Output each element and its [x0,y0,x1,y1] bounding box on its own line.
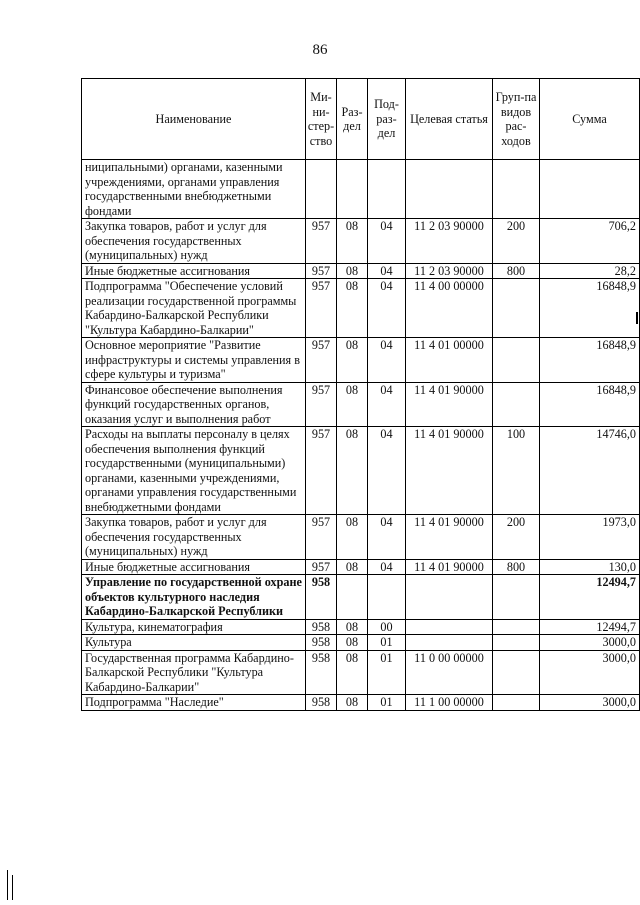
row-section: 08 [337,695,368,711]
header-ministry: Ми-ни-стер-ство [306,79,337,160]
header-name: Наименование [82,79,306,160]
row-group: 200 [493,515,540,560]
budget-table [81,78,640,711]
row-amount: 28,2 [540,263,640,279]
row-target: 11 4 01 90000 [406,382,493,427]
table-row [82,575,640,620]
row-target: 11 2 03 90000 [406,263,493,279]
row-ministry: 958 [306,575,337,620]
row-section: 08 [337,635,368,651]
row-target: 11 2 03 90000 [406,219,493,264]
table-row [82,619,640,635]
row-amount: 12494,7 [540,575,640,620]
row-section: 08 [337,619,368,635]
row-name: Культура, кинематография [82,619,306,635]
row-group [493,695,540,711]
row-ministry: 957 [306,263,337,279]
row-subsection: 01 [368,695,406,711]
row-target: 11 4 01 90000 [406,515,493,560]
table-row [82,382,640,427]
row-amount: 706,2 [540,219,640,264]
row-ministry: 958 [306,635,337,651]
table-row [82,635,640,651]
row-subsection [368,575,406,620]
page-number: 86 [312,42,328,58]
row-group: 800 [493,559,540,575]
row-amount: 3000,0 [540,695,640,711]
left-edge-mark [7,870,8,900]
row-target [406,160,493,219]
row-group [493,575,540,620]
row-target: 11 0 00 00000 [406,650,493,695]
header-amount: Сумма [540,79,640,160]
row-section: 08 [337,219,368,264]
row-ministry: 957 [306,338,337,383]
row-section: 08 [337,559,368,575]
row-amount: 16848,9 [540,382,640,427]
row-amount: 1973,0 [540,515,640,560]
row-section: 08 [337,338,368,383]
row-section [337,160,368,219]
row-section [337,575,368,620]
row-target: 11 4 01 90000 [406,559,493,575]
right-edge-mark [636,312,638,324]
left-edge-mark-2 [12,875,13,900]
row-amount: 12494,7 [540,619,640,635]
row-amount [540,160,640,219]
table-row [82,427,640,515]
row-ministry: 957 [306,427,337,515]
header-target: Целевая статья [406,79,493,160]
row-target: 11 4 01 90000 [406,427,493,515]
table-row [82,515,640,560]
row-name: Подпрограмма "Обеспечение условий реализации государственной программы Кабардино-Балкарской Республики "Культура Кабардино-Балкарии" [82,279,306,338]
row-ministry [306,160,337,219]
row-name: Финансовое обеспечение выполнения функций государственных органов, оказания услуг и выполнения работ [82,382,306,427]
header-subsection: Под-раз-дел [368,79,406,160]
table-row [82,695,640,711]
row-target: 11 4 01 00000 [406,338,493,383]
row-subsection: 04 [368,515,406,560]
row-group [493,619,540,635]
row-amount: 16848,9 [540,279,640,338]
table-row [82,219,640,264]
row-section: 08 [337,515,368,560]
row-subsection: 04 [368,338,406,383]
table-row [82,559,640,575]
row-target [406,619,493,635]
row-group [493,382,540,427]
row-name: Государственная программа Кабардино-Балкарской Республики "Культура Кабардино-Балкарии" [82,650,306,695]
row-ministry: 957 [306,515,337,560]
row-group [493,160,540,219]
row-target [406,575,493,620]
row-subsection: 04 [368,382,406,427]
row-amount: 16848,9 [540,338,640,383]
row-group: 200 [493,219,540,264]
row-amount: 3000,0 [540,635,640,651]
row-name: Иные бюджетные ассигнования [82,559,306,575]
row-name: Основное мероприятие "Развитие инфраструктуры и системы управления в сфере культуры и туризма" [82,338,306,383]
row-subsection: 04 [368,427,406,515]
row-subsection: 04 [368,279,406,338]
row-section: 08 [337,382,368,427]
row-group: 100 [493,427,540,515]
row-target: 11 1 00 00000 [406,695,493,711]
row-subsection: 04 [368,263,406,279]
row-subsection [368,160,406,219]
row-name: Расходы на выплаты персоналу в целях обеспечения выполнения функций государственными (муниципальными) органами, казенными учреждениями, органами управления государственными внебюджетными фондами [82,427,306,515]
row-ministry: 957 [306,219,337,264]
row-subsection: 01 [368,635,406,651]
row-section: 08 [337,650,368,695]
table-row [82,263,640,279]
row-amount: 14746,0 [540,427,640,515]
row-ministry: 957 [306,559,337,575]
row-ministry: 958 [306,695,337,711]
row-name: Иные бюджетные ассигнования [82,263,306,279]
row-ministry: 958 [306,619,337,635]
row-section: 08 [337,427,368,515]
row-group [493,338,540,383]
row-subsection: 04 [368,219,406,264]
row-group [493,279,540,338]
row-subsection: 00 [368,619,406,635]
table-row [82,160,640,219]
table-row [82,650,640,695]
row-ministry: 957 [306,382,337,427]
row-ministry: 957 [306,279,337,338]
row-name: Культура [82,635,306,651]
row-group [493,635,540,651]
row-name: Управление по государственной охране объектов культурного наследия Кабардино-Балкарской Республики [82,575,306,620]
row-name: Закупка товаров, работ и услуг для обеспечения государственных (муниципальных) нужд [82,515,306,560]
header-section: Раз-дел [337,79,368,160]
row-section: 08 [337,263,368,279]
row-name: Подпрограмма "Наследие" [82,695,306,711]
table-row [82,338,640,383]
row-name: Закупка товаров, работ и услуг для обеспечения государственных (муниципальных) нужд [82,219,306,264]
row-group: 800 [493,263,540,279]
row-group [493,650,540,695]
header-expense-group: Груп-па видов рас-ходов [493,79,540,160]
header-row [82,79,640,160]
table-body [82,160,640,711]
row-subsection: 01 [368,650,406,695]
table-row [82,279,640,338]
row-name: ниципальными) органами, казенными учреждениями, органами управления государственными внебюджетными фондами [82,160,306,219]
row-subsection: 04 [368,559,406,575]
row-ministry: 958 [306,650,337,695]
row-amount: 3000,0 [540,650,640,695]
row-section: 08 [337,279,368,338]
row-target [406,635,493,651]
row-target: 11 4 00 00000 [406,279,493,338]
row-amount: 130,0 [540,559,640,575]
